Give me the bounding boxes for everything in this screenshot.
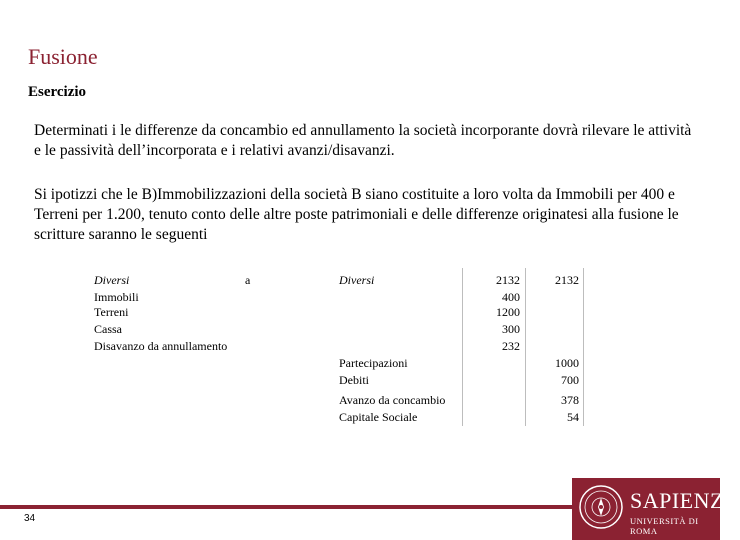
credit-label-capitale: Capitale Sociale [339,410,418,424]
debit-label-cassa: Cassa [94,322,122,336]
credit-label-debiti: Debiti [339,373,369,387]
logo-subtitle: UNIVERSITÀ DI ROMA [630,516,699,536]
debit-amount-terreni: 1200 [496,305,520,319]
debit-amount-cassa: 300 [502,322,520,336]
debit-amount-disavanzo: 232 [502,339,520,353]
debit-label-disavanzo: Disavanzo da annullamento [94,339,228,353]
column-divider-3 [583,268,584,426]
credit-amount-debiti: 700 [561,373,579,387]
credit-amount-capitale: 54 [567,410,579,424]
column-divider-2 [525,268,526,426]
column-divider-1 [462,268,463,426]
seal-icon [578,484,624,530]
university-logo [572,478,740,540]
total-debit: 2132 [496,273,520,287]
page-subtitle: Esercizio [28,84,87,100]
credit-amount-partecipazioni: 1000 [555,356,579,370]
debit-amount-immobili: 400 [502,290,520,304]
total-credit: 2132 [555,273,579,287]
logo-name: SAPIENZA [630,488,740,513]
paragraph-intro: Determinati i le differenze da concambio ed annullamento la società incorporante dovrà rilevare le attività e le passività dell’incorporata e i relativi avanzi/disavanzi. [34,122,692,159]
credit-amount-avanzo: 378 [561,393,579,407]
credit-label-partecipazioni: Partecipazioni [339,356,408,370]
credit-label-avanzo: Avanzo da concambio [339,393,446,407]
page-number: 34 [24,513,36,524]
debit-label-immobili: Immobili [94,290,139,304]
credit-header: Diversi [339,273,375,287]
page-title: Fusione [28,44,98,69]
debit-label-terreni: Terreni [94,305,129,319]
connector-a: a [245,273,251,287]
paragraph-exercise: Si ipotizzi che le B)Immobilizzazioni della società B siano costituite a loro volta da Immobili per 400 e Terreni per 1.200, tenuto conto delle altre poste patrimoniali e delle differenze originatesi alla fusione le scritture saranno le seguenti [34,186,679,243]
debit-header: Diversi [94,273,130,287]
